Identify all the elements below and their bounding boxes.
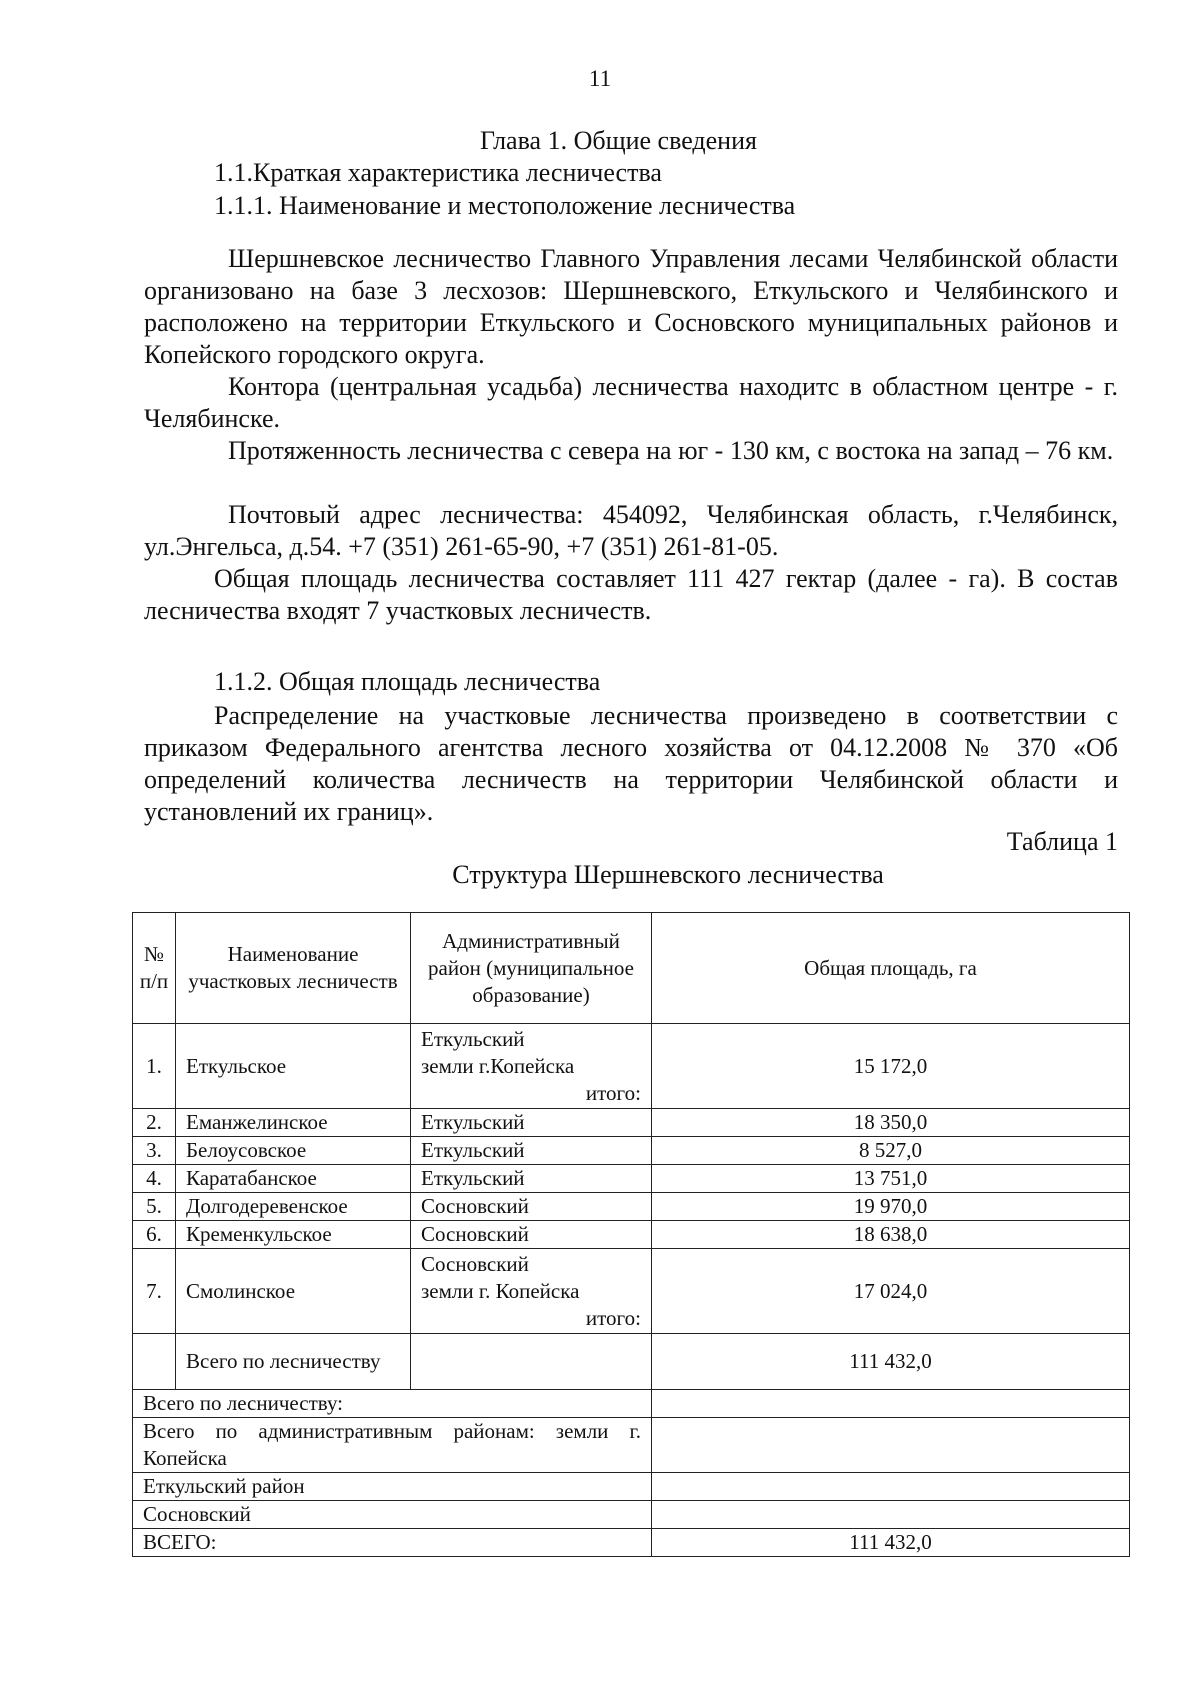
admin-total-label: итого: bbox=[585, 1080, 641, 1105]
table-row bbox=[133, 1249, 1130, 1334]
row-name: Еткульское bbox=[176, 1024, 411, 1109]
row-admin bbox=[411, 1024, 652, 1109]
total-row-no bbox=[133, 1334, 176, 1390]
header-admin: Административный район (муниципальное образование) bbox=[411, 913, 652, 1024]
section-heading: 1.1.Краткая характеристика лесничества bbox=[214, 158, 662, 187]
row-area: 17 024,0 bbox=[652, 1249, 1130, 1334]
row-name: Смолинское bbox=[176, 1249, 411, 1334]
summary-value: 111 432,0 bbox=[652, 1529, 1130, 1557]
summary-row bbox=[133, 1473, 1130, 1501]
admin-line: земли г.Копейска bbox=[421, 1053, 575, 1078]
total-row-area: 111 432,0 bbox=[652, 1334, 1130, 1390]
summary-label: Всего по лесничеству: bbox=[133, 1390, 652, 1418]
row-no: 6. bbox=[133, 1221, 176, 1249]
header-no: № п/п bbox=[133, 913, 176, 1024]
table-row bbox=[133, 1165, 1130, 1193]
summary-row bbox=[133, 1418, 1130, 1473]
table-row bbox=[133, 1221, 1130, 1249]
header-area: Общая площадь, га bbox=[652, 913, 1130, 1024]
total-row-admin bbox=[411, 1334, 652, 1390]
row-area: 18 350,0 bbox=[652, 1109, 1130, 1137]
paragraph-organization: Шершневское лесничество Главного Управления лесами Челябинской области организовано на базе 3 лесхозов: Шершневского, Еткульского и Челябинского и расположено на территории Еткульского и Сосновского муниципальных районов и Копейского городского округа. bbox=[144, 244, 1118, 369]
paragraph-address: Почтовый адрес лесничества: 454092, Челябинская область, г.Челябинск, ул.Энгельса, д.54. +7 (351) 261-65-90, +7 (351) 261-81-05. bbox=[144, 500, 1118, 561]
summary-row bbox=[133, 1390, 1130, 1418]
row-admin bbox=[411, 1249, 652, 1334]
row-no: 7. bbox=[133, 1249, 176, 1334]
total-row-name: Всего по лесничеству bbox=[176, 1334, 411, 1390]
row-no: 5. bbox=[133, 1193, 176, 1221]
summary-label: Сосновский bbox=[133, 1501, 652, 1529]
paragraph-extent: Протяженность лесничества с севера на юг - 130 км, с востока на запад – 76 км. bbox=[228, 436, 1114, 465]
row-admin: Сосновский bbox=[411, 1221, 652, 1249]
row-admin: Еткульский bbox=[411, 1165, 652, 1193]
forestry-structure-table bbox=[132, 912, 1130, 1557]
chapter-heading: Глава 1. Общие сведения bbox=[480, 126, 757, 155]
row-admin: Сосновский bbox=[411, 1193, 652, 1221]
row-admin: Еткульский bbox=[411, 1109, 652, 1137]
admin-line: Еткульский bbox=[421, 1026, 525, 1051]
row-no: 4. bbox=[133, 1165, 176, 1193]
summary-value bbox=[652, 1390, 1130, 1418]
summary-label: ВСЕГО: bbox=[133, 1529, 652, 1557]
row-name: Кременкульское bbox=[176, 1221, 411, 1249]
table-row bbox=[133, 1024, 1130, 1109]
row-name: Белоусовское bbox=[176, 1137, 411, 1165]
paragraph-office: Контора (центральная усадьба) лесничества находитс в областном центре - г. Челябинске. bbox=[144, 372, 1118, 433]
row-area: 8 527,0 bbox=[652, 1137, 1130, 1165]
paragraph-distribution: Распределение на участковые лесничества произведено в соответствии с приказом Федерального агентства лесного хозяйства от 04.12.2008 № 370 «Об определений количества лесничеств на территории Челябинской области и установлений их границ». bbox=[144, 701, 1118, 826]
table-row bbox=[133, 1193, 1130, 1221]
table-row bbox=[133, 1137, 1130, 1165]
header-name: Наименование участковых лесничеств bbox=[176, 913, 411, 1024]
summary-label: Всего по административным районам: земли г. Копейска bbox=[133, 1418, 652, 1473]
subsection-heading-name-location: 1.1.1. Наименование и местоположение лесничества bbox=[214, 191, 796, 220]
summary-value bbox=[652, 1501, 1130, 1529]
total-row bbox=[133, 1334, 1130, 1390]
table-header-row bbox=[133, 913, 1130, 1024]
summary-row bbox=[133, 1501, 1130, 1529]
admin-total-label: итого: bbox=[585, 1305, 641, 1330]
admin-line: Сосновский bbox=[421, 1251, 529, 1276]
summary-label: Еткульский район bbox=[133, 1473, 652, 1501]
table-label: Таблица 1 bbox=[1006, 827, 1118, 856]
row-name: Долгодеревенское bbox=[176, 1193, 411, 1221]
admin-line: земли г. Копейска bbox=[421, 1278, 580, 1303]
table-row bbox=[133, 1109, 1130, 1137]
row-no: 1. bbox=[133, 1024, 176, 1109]
summary-value bbox=[652, 1418, 1130, 1473]
summary-value bbox=[652, 1473, 1130, 1501]
row-area: 18 638,0 bbox=[652, 1221, 1130, 1249]
row-area: 19 970,0 bbox=[652, 1193, 1130, 1221]
paragraph-total-area: Общая площадь лесничества составляет 111 427 гектар (далее - га). В состав лесничества входят 7 участковых лесничеств. bbox=[144, 564, 1118, 625]
row-area: 13 751,0 bbox=[652, 1165, 1130, 1193]
row-no: 2. bbox=[133, 1109, 176, 1137]
row-area: 15 172,0 bbox=[652, 1024, 1130, 1109]
row-no: 3. bbox=[133, 1137, 176, 1165]
row-name: Каратабанское bbox=[176, 1165, 411, 1193]
table-title: Структура Шершневского лесничества bbox=[452, 860, 884, 889]
subsection-heading-total-area: 1.1.2. Общая площадь лесничества bbox=[214, 667, 601, 696]
row-name: Еманжелинское bbox=[176, 1109, 411, 1137]
page-number: 11 bbox=[588, 66, 612, 91]
row-admin: Еткульский bbox=[411, 1137, 652, 1165]
summary-row bbox=[133, 1529, 1130, 1557]
